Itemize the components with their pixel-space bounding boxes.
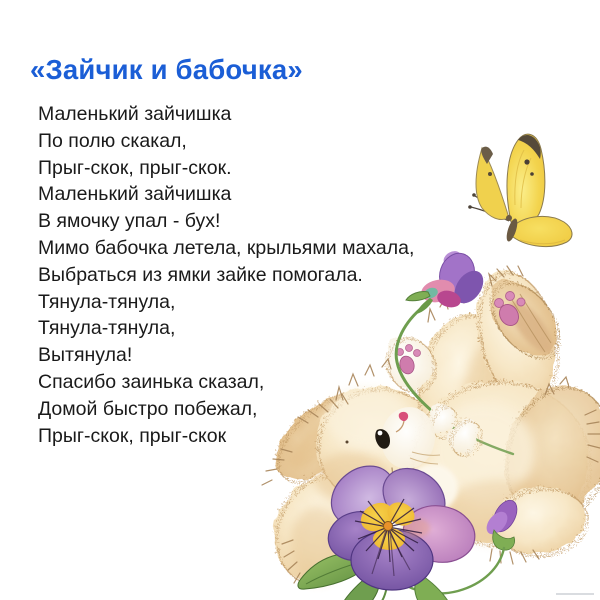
poem-line: Тянула-тянула, [38,290,176,313]
poem-line: Домой быстро побежал, [38,397,258,420]
poem-line: Спасибо заинька сказал, [38,370,265,393]
sweet-pea-flower [406,248,489,314]
poem-line: Мимо бабочка летела, крыльями махала, [38,236,415,259]
poem-line: В ямочку упал - бух! [38,210,221,233]
poem-line: Маленький зайчишка [38,183,232,206]
poem-line: Выбраться из ямки зайке помогала. [38,263,363,286]
poem-line: Прыг-скок, прыг-скок [38,424,227,447]
poem-line: По полю скакал, [38,129,187,152]
poem-text [38,101,414,449]
poem-line: Прыг-скок, прыг-скок. [38,156,232,179]
page-title: «Зайчик и бабочка» [30,54,303,86]
poem-line: Маленький зайчишка [38,103,232,125]
poem-line: Вытянула! [38,344,133,367]
poem-line: Тянула-тянула, [38,317,176,340]
butterfly-illustration [468,134,572,246]
pansy-center [384,522,393,531]
